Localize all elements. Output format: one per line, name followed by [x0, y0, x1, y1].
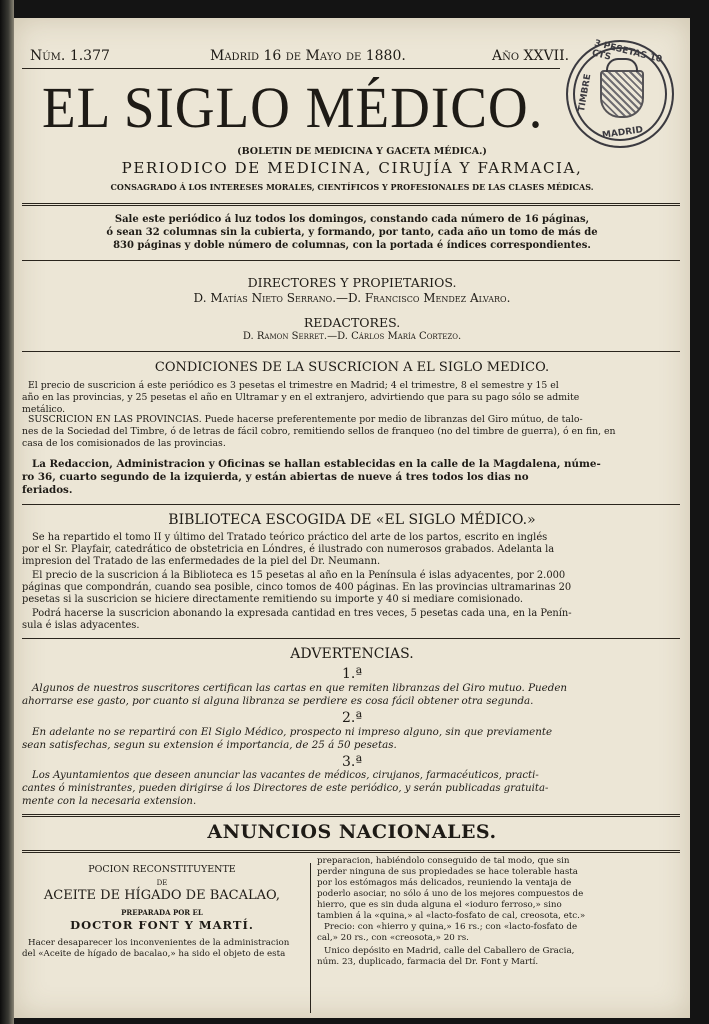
ad-left-line-1: Hacer desaparecer los inconvenientes de la administracion [28, 938, 290, 948]
library-line-4: El precio de la suscricion á la Biblioteca es 15 pesetas al año en la Península é islas adyacentes, por 2.000 [32, 570, 566, 581]
ads-rule [22, 850, 680, 853]
library-line-1: Se ha repartido el tomo II y último del Tratado teórico práctico del arte de los partos, escrito en inglés [32, 532, 548, 543]
issue-year: Año XXVII. [492, 48, 570, 64]
library-line-3: impresion del Tratado de las enfermedades de la piel del Dr. Neumann. [22, 556, 381, 567]
pub-note-line-2: ó sean 32 columnas sin la cubierta, y formando, por tanto, cada año un tomo de más de [106, 227, 598, 238]
library-line-5: páginas que compondrán, cuando sea posible, cinco tomos de 400 páginas. En las provincias ultramarinas 20 [22, 582, 572, 593]
issue-date: Madrid 16 de Mayo de 1880. [210, 48, 406, 64]
conditions-line-1: El precio de suscricion á este periódico es 3 pesetas el trimestre en Madrid; 4 el trimestre, 8 el semestre y 15 el [28, 380, 559, 391]
ad-right-line-5: hierro, que es sin duda alguna el «ioduro ferroso,» sino [317, 900, 562, 910]
conditions-line-4: SUSCRICION EN LAS PROVINCIAS. Puede hacerse preferentemente por medio de libranzas del Giro mútuo, de talo- [28, 414, 583, 425]
pub-note-line-3: 830 páginas y doble número de columnas, con la portada é índices correspondientes. [113, 240, 591, 251]
library-line-2: por el Sr. Playfair, catedrático de obstetricia en Lóndres, é ilustrado con numerosos grabados. Adelanta la [22, 544, 555, 555]
conditions-line-6: casa de los comisionados de las provincias. [22, 438, 226, 449]
conditions-rule [22, 504, 680, 505]
office-line-3: feriados. [22, 484, 73, 496]
ads-heading: ANUNCIOS NACIONALES. [207, 821, 497, 843]
notice-3-line-1: Los Ayuntamientos que deseen anunciar las vacantes de médicos, cirujanos, farmacéuticos, practi- [32, 770, 539, 781]
notices-heading: ADVERTENCIAS. [290, 646, 414, 662]
ad-right-line-9: Unico depósito en Madrid, calle del Caballero de Gracia, [324, 946, 575, 956]
ad-right-line-4: poderlo asociar, no sólo á uno de los mejores compuestos de [317, 889, 584, 899]
office-line-2: ro 36, cuarto segundo de la izquierda, y están abiertas de nueve á tres todos los dias no [22, 471, 529, 483]
conditions-line-5: nes de la Sociedad del Timbre, ó de letras de fácil cobro, remitiendo sellos de franqueo (no del timbre de guerra), ó en fin, en [22, 426, 616, 437]
library-line-8: sula é islas adyacentes. [22, 620, 140, 631]
note-rule [22, 260, 680, 261]
issue-number: Núm. 1.377 [30, 48, 110, 64]
notice-1-line-2: ahorrarse ese gasto, por cuanto si alguna libranza se perdiere es cosa fácil obtener otra segunda. [22, 695, 534, 707]
notice-3-number: 3.ª [341, 754, 362, 770]
library-line-6: pesetas si la suscricion se hiciere directamente remitiendo su importe y 40 si mediare comisionado. [22, 594, 524, 605]
directors-rule [22, 351, 680, 352]
ad-right-line-2: perder ninguna de sus propiedades se hace tolerable hasta [317, 867, 578, 877]
stamp-top-text: 3 PESETAS 10 CTS [590, 38, 663, 66]
notice-2-number: 2.ª [341, 710, 362, 726]
library-line-7: Podrá hacerse la suscricion abonando la expresada cantidad en tres veces, 5 pesetas cada una, en la Penín- [32, 608, 572, 619]
ad-right-line-1: preparacion, habiéndolo conseguido de tal modo, que sin [317, 856, 570, 866]
newspaper-title: EL SIGLO MÉDICO. [42, 75, 544, 140]
ad-left-maker: DOCTOR FONT Y MARTÍ. [70, 918, 254, 932]
notice-2-line-2: sean satisfechas, segun su extension é importancia, de 25 á 50 pesetas. [22, 739, 397, 751]
directors-names: D. Matías Nieto Serrano.—D. Francisco Mendez Alvaro. [193, 291, 511, 305]
newspaper-dedication: CONSAGRADO Á LOS INTERESES MORALES, CIENTÍFICOS Y PROFESIONALES DE LAS CLASES MÉDICAS. [110, 182, 594, 192]
book-spine [0, 0, 14, 1024]
ad-right-line-8: cal,» 20 rs., con «creosota,» 20 rs. [317, 933, 469, 943]
notice-1-number: 1.ª [341, 666, 362, 682]
notice-3-line-3: mente con la necesaria extension. [22, 796, 197, 807]
ad-left-pre: POCION RECONSTITUYENTE [88, 864, 236, 875]
ad-right-line-10: núm. 23, duplicado, farmacia del Dr. Font y Martí. [317, 957, 539, 967]
newspaper-tagline: PERIODICO DE MEDICINA, CIRUJÍA Y FARMACIA, [121, 159, 583, 177]
library-rule [22, 638, 680, 639]
pub-note-line-1: Sale este periódico á luz todos los domingos, constando cada número de 16 páginas, [114, 214, 590, 225]
newspaper-subtitle: (BOLETIN DE MEDICINA Y GACETA MÉDICA.) [237, 146, 487, 157]
stamp-bottom-text: MADRID [601, 125, 644, 141]
notice-1-line-1: Algunos de nuestros suscritores certifican las cartas en que remiten libranzas del Giro mutuo. Pueden [32, 682, 568, 694]
library-heading: BIBLIOTECA ESCOGIDA DE «EL SIGLO MÉDICO.» [168, 512, 536, 528]
notice-3-line-2: cantes ó ministrantes, pueden dirigirse á los Directores de este periódico, y serán publicadas gratuita- [22, 783, 549, 794]
conditions-line-2: año en las provincias, y 25 pesetas el año en Ultramar y en el extranjero, advirtiendo que para su pago sólo se admite [22, 392, 580, 403]
notices-rule [22, 814, 680, 817]
coat-of-arms-icon [600, 70, 644, 118]
editors-heading: REDACTORES. [303, 315, 401, 330]
notice-2-line-1: En adelante no se repartirá con El Siglo Médico, prospecto ni impreso alguno, sin que previamente [32, 726, 553, 738]
tax-stamp [566, 40, 674, 148]
ad-left-prepared: PREPARADA POR EL [121, 908, 203, 917]
newspaper-page [14, 18, 690, 1018]
stamp-left-text: TIMBRE [576, 73, 594, 113]
ad-left-product: ACEITE DE HÍGADO DE BACALAO, [43, 888, 281, 903]
conditions-heading: CONDICIONES DE LA SUSCRICION A EL SIGLO MEDICO. [154, 360, 550, 375]
office-line-1: La Redaccion, Administracion y Oficinas se hallan establecidas en la calle de la Magdalena, núme- [32, 458, 601, 470]
ads-column-separator [310, 863, 311, 1013]
ad-left-line-2: del «Aceite de hígado de bacalao,» ha sido el objeto de esta [22, 949, 286, 959]
editors-names: D. Ramon Serret.—D. Cárlos María Cortezo. [242, 331, 462, 342]
ad-right-line-3: por los estómagos más delicados, reuniendo la ventaja de [317, 878, 572, 888]
ad-right-line-6: tambien á la «quina,» al «lacto-fosfato de cal, creosota, etc.» [317, 911, 586, 921]
conditions-line-3: metálico. [22, 404, 66, 415]
header-rule [22, 68, 560, 69]
directors-heading: DIRECTORES Y PROPIETARIOS. [247, 275, 457, 290]
ad-left-de: DE [156, 879, 168, 887]
title-rule [22, 203, 680, 206]
ad-right-line-7: Precio: con «hierro y quina,» 16 rs.; con «lacto-fosfato de [324, 922, 578, 932]
